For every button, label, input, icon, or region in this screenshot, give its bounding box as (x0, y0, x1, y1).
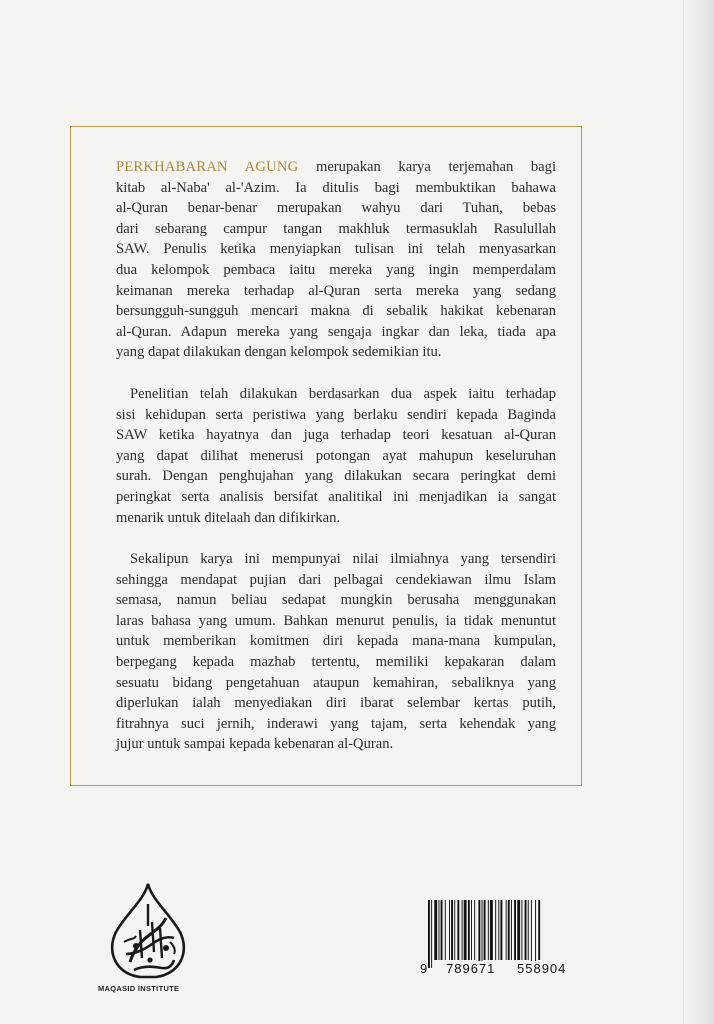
paragraph-line: al-Quran benar-benar merupakan wahyu dari Tuhan, bebas (116, 200, 556, 217)
isbn-digit-prefix: 9 (420, 961, 429, 976)
paragraph-line: yang dapat dilakukan dengan kelompok sedemikian itu. (116, 344, 442, 361)
barcode-bar (457, 900, 459, 960)
barcode-bar (451, 900, 453, 960)
barcode-bar (521, 900, 522, 960)
paragraph-line: sesuatu bidang pengetahuan ataupun kemahiran, sebaliknya yang (116, 674, 556, 691)
barcode-bar (531, 900, 532, 968)
paragraph-line-text: merupakan karya terjemahan bagi (298, 159, 556, 175)
publisher-name: MAQASID INSTITUTE (98, 984, 180, 993)
barcode-bar (525, 900, 527, 960)
paragraph-line: SAW. Penulis ketika menyiapkan tulisan ini telah menyasarkan (116, 241, 556, 258)
barcode-bar (514, 900, 516, 960)
isbn-digits-left: 789671 (446, 961, 496, 976)
paragraph-line (116, 157, 556, 178)
barcode-bar (495, 900, 496, 960)
barcode-bar (538, 900, 540, 960)
barcode-bar (498, 900, 499, 960)
barcode-bar (434, 900, 437, 960)
barcode-bar (482, 900, 483, 968)
barcode-bar (428, 900, 430, 968)
paragraph-line: semasa, namun beliau sedapat mungkin berusaha menggunakan (116, 592, 556, 609)
paragraph-line: al-Quran. Adapun mereka yang sengaja ingkar dan leka, tiada apa (116, 323, 556, 340)
publisher-logo-emblem (100, 880, 196, 980)
barcode-bar (431, 900, 432, 968)
barcode-bar (454, 900, 455, 960)
spine-shadow (682, 0, 714, 1024)
paragraph-line: menarik untuk ditelaah dan difikirkan. (116, 509, 341, 526)
paragraph-1 (116, 157, 556, 363)
paragraph-line: bersungguh-sungguh mencari makna di sebalik hakikat kebenaran (116, 303, 556, 320)
paragraph-line: yang dapat dilihat menerusi potongan ayat mahupun keseluruhan (116, 447, 556, 464)
synopsis-text (116, 157, 556, 776)
barcode-bar (508, 900, 510, 960)
isbn-barcode (418, 896, 578, 970)
paragraph-line: keimanan mereka terhadap al-Quran serta mereka yang sedang (116, 282, 556, 299)
barcode-bar (484, 900, 486, 960)
barcode-bar (511, 900, 512, 960)
paragraph-line: sehingga mendapat pujian dari pelbagai cendekiawan ilmu Islam (116, 571, 556, 588)
barcode-bar (445, 900, 446, 960)
paragraph-line: untuk memberikan komitmen diri kepada mana-mana kumpulan, (116, 633, 556, 650)
barcode-bar (488, 900, 489, 960)
paragraph-3 (116, 549, 556, 755)
barcode-bar (441, 900, 443, 960)
paragraph-line: Sekalipun karya ini mempunyai nilai ilmiahnya yang tersendiri (130, 551, 556, 568)
paragraph-line: SAW ketika hayatnya dan juga terhadap teori kesatuan al-Quran (116, 427, 556, 444)
paragraph-line: laras bahasa yang umum. Bahkan menurut penulis, ia tidak menuntut (116, 612, 556, 629)
barcode-bar (439, 900, 440, 960)
paragraph-2 (116, 384, 556, 528)
barcode-bar (535, 900, 536, 968)
spine-fold-line (683, 0, 684, 1024)
barcode-bar (464, 900, 467, 960)
paragraph-line: dari sebarang campur tangan makhluk termasuklah Rasulullah (116, 220, 556, 237)
paragraph-line: jujur untuk sampai kepada kebenaran al-Quran. (116, 736, 394, 753)
paragraph-line: Penelitian telah dilakukan berdasarkan dua aspek iaitu terhadap (130, 385, 556, 402)
paragraph-line: sisi kehidupan serta peristiwa yang berlaku sendiri kepada Baginda (116, 406, 556, 423)
barcode-bar (478, 900, 480, 968)
book-title-lead: PERKHABARAN AGUNG (116, 159, 299, 175)
paragraph-line: peringkat serta analisis bersifat analitikal ini menjadikan ia sangat (116, 488, 556, 505)
barcode-bar (471, 900, 472, 960)
barcode-bar (462, 900, 463, 960)
paragraph-line: kitab al-Naba' al-'Azim. Ia ditulis bagi membuktikan bahawa (116, 179, 556, 196)
paragraph-line: fitrahnya suci jernih, inderawi yang tajam, serta kehendak yang (116, 715, 556, 732)
barcode-bar (490, 900, 493, 960)
barcode-bar (517, 900, 520, 960)
barcode-bar (506, 900, 507, 960)
paragraph-line: berpegang kepada mazhab tertentu, memiliki kepakaran dalam (116, 654, 556, 671)
paragraph-line: surah. Dengan penghujahan yang dilakukan secara peringkat demi (116, 468, 556, 485)
barcode-bar (528, 900, 529, 960)
barcode-bar (449, 900, 450, 960)
isbn-digits-right: 558904 (517, 961, 567, 976)
barcode-bar (474, 900, 475, 960)
barcode-bar (500, 900, 502, 960)
paragraph-line: dua kelompok pembaca iaitu mereka yang ingin memperdalam (116, 261, 556, 278)
paragraph-line: diperlukan ialah menyediakan diri ibarat selembar kertas putih, (116, 695, 556, 712)
barcode-bar (468, 900, 470, 960)
